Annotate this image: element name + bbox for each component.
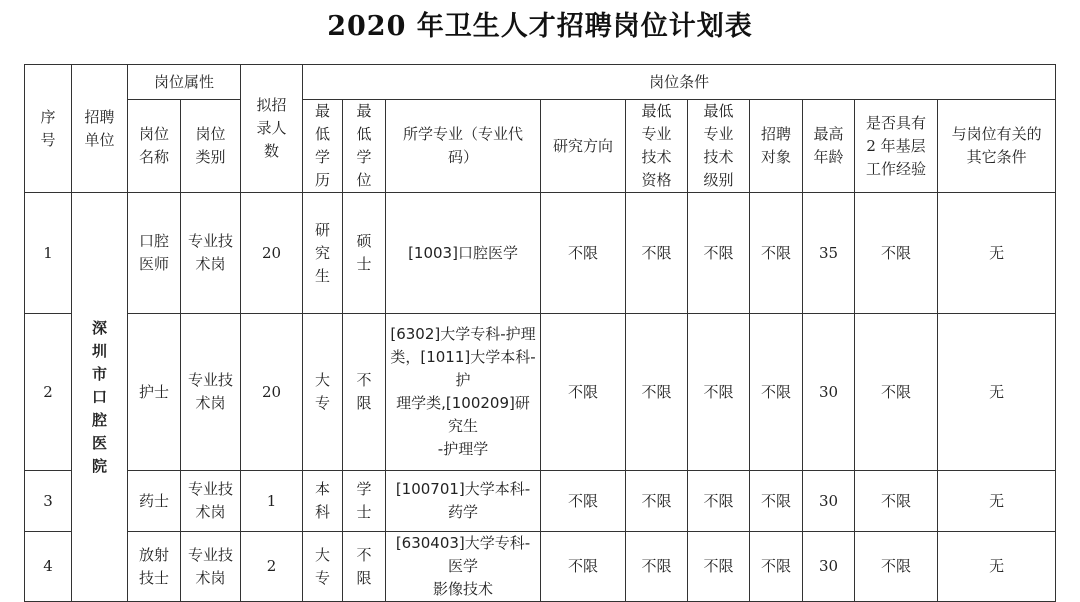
row-age: 30 [803, 314, 855, 471]
header-min-level: 最低 专业 技术 级别 [688, 100, 750, 193]
row-post-type: 专业技 术岗 [181, 532, 241, 602]
row-qualification: 不限 [626, 471, 688, 532]
header-post-attributes: 岗位属性 [128, 65, 241, 100]
recruitment-plan-table [24, 64, 1056, 602]
row-level: 不限 [688, 314, 750, 471]
row-target: 不限 [750, 471, 803, 532]
row-post-name: 放射 技士 [128, 532, 181, 602]
row-level: 不限 [688, 532, 750, 602]
row-age: 35 [803, 193, 855, 314]
row-education: 本 科 [303, 471, 343, 532]
header-row-2 [25, 100, 1056, 193]
row-other: 无 [938, 471, 1056, 532]
row-post-name: 药士 [128, 471, 181, 532]
row-research: 不限 [541, 314, 626, 471]
row-education: 大 专 [303, 314, 343, 471]
row-seq: 3 [25, 471, 72, 532]
row-degree: 不 限 [343, 314, 386, 471]
row-post-type: 专业技 术岗 [181, 471, 241, 532]
header-planned-count: 拟招 录人 数 [241, 65, 303, 193]
row-major: [1003]口腔医学 [386, 193, 541, 314]
row-other: 无 [938, 314, 1056, 471]
header-seq: 序 号 [25, 65, 72, 193]
row-degree: 硕 士 [343, 193, 386, 314]
row-qualification: 不限 [626, 532, 688, 602]
header-post-type: 岗位 类别 [181, 100, 241, 193]
header-major: 所学专业（专业代 码） [386, 100, 541, 193]
row-experience: 不限 [855, 193, 938, 314]
row-level: 不限 [688, 193, 750, 314]
header-row-1 [25, 65, 1056, 100]
row-major: [100701]大学本科-药学 [386, 471, 541, 532]
header-other-conditions: 与岗位有关的 其它条件 [938, 100, 1056, 193]
row-planned: 2 [241, 532, 303, 602]
row-target: 不限 [750, 314, 803, 471]
row-seq: 4 [25, 532, 72, 602]
header-experience: 是否具有 2 年基层 工作经验 [855, 100, 938, 193]
row-education: 大 专 [303, 532, 343, 602]
row-post-name: 护士 [128, 314, 181, 471]
row-experience: 不限 [855, 532, 938, 602]
row-age: 30 [803, 532, 855, 602]
row-post-type: 专业技 术岗 [181, 314, 241, 471]
row-education: 研 究 生 [303, 193, 343, 314]
row-major: [630403]大学专科-医学 影像技术 [386, 532, 541, 602]
row-seq: 1 [25, 193, 72, 314]
header-research-direction: 研究方向 [541, 100, 626, 193]
table-row [25, 193, 1056, 314]
header-min-education: 最 低 学 历 [303, 100, 343, 193]
row-target: 不限 [750, 532, 803, 602]
row-major: [6302]大学专科-护理 类，[1011]大学本科-护 理学类,[100209]研究生 -护理学 [386, 314, 541, 471]
row-planned: 20 [241, 193, 303, 314]
row-degree: 不 限 [343, 532, 386, 602]
row-level: 不限 [688, 471, 750, 532]
header-min-qualification: 最低 专业 技术 资格 [626, 100, 688, 193]
document-title: 2020 年卫生人才招聘岗位计划表 [327, 11, 753, 42]
row-other: 无 [938, 532, 1056, 602]
row-degree: 学 士 [343, 471, 386, 532]
row-research: 不限 [541, 471, 626, 532]
header-unit: 招聘 单位 [72, 65, 128, 193]
row-planned: 1 [241, 471, 303, 532]
table-row [25, 471, 1056, 532]
header-max-age: 最高 年龄 [803, 100, 855, 193]
header-post-conditions: 岗位条件 [303, 65, 1056, 100]
row-qualification: 不限 [626, 314, 688, 471]
table-row [25, 314, 1056, 471]
table-row [25, 532, 1056, 602]
row-seq: 2 [25, 314, 72, 471]
row-experience: 不限 [855, 314, 938, 471]
row-planned: 20 [241, 314, 303, 471]
row-post-type: 专业技 术岗 [181, 193, 241, 314]
recruiting-unit-name: 深 圳 市 口 腔 医 院 [72, 193, 128, 602]
row-research: 不限 [541, 532, 626, 602]
row-qualification: 不限 [626, 193, 688, 314]
header-post-name: 岗位 名称 [128, 100, 181, 193]
row-target: 不限 [750, 193, 803, 314]
row-other: 无 [938, 193, 1056, 314]
row-experience: 不限 [855, 471, 938, 532]
header-target: 招聘 对象 [750, 100, 803, 193]
row-research: 不限 [541, 193, 626, 314]
row-post-name: 口腔 医师 [128, 193, 181, 314]
header-min-degree: 最 低 学 位 [343, 100, 386, 193]
row-age: 30 [803, 471, 855, 532]
